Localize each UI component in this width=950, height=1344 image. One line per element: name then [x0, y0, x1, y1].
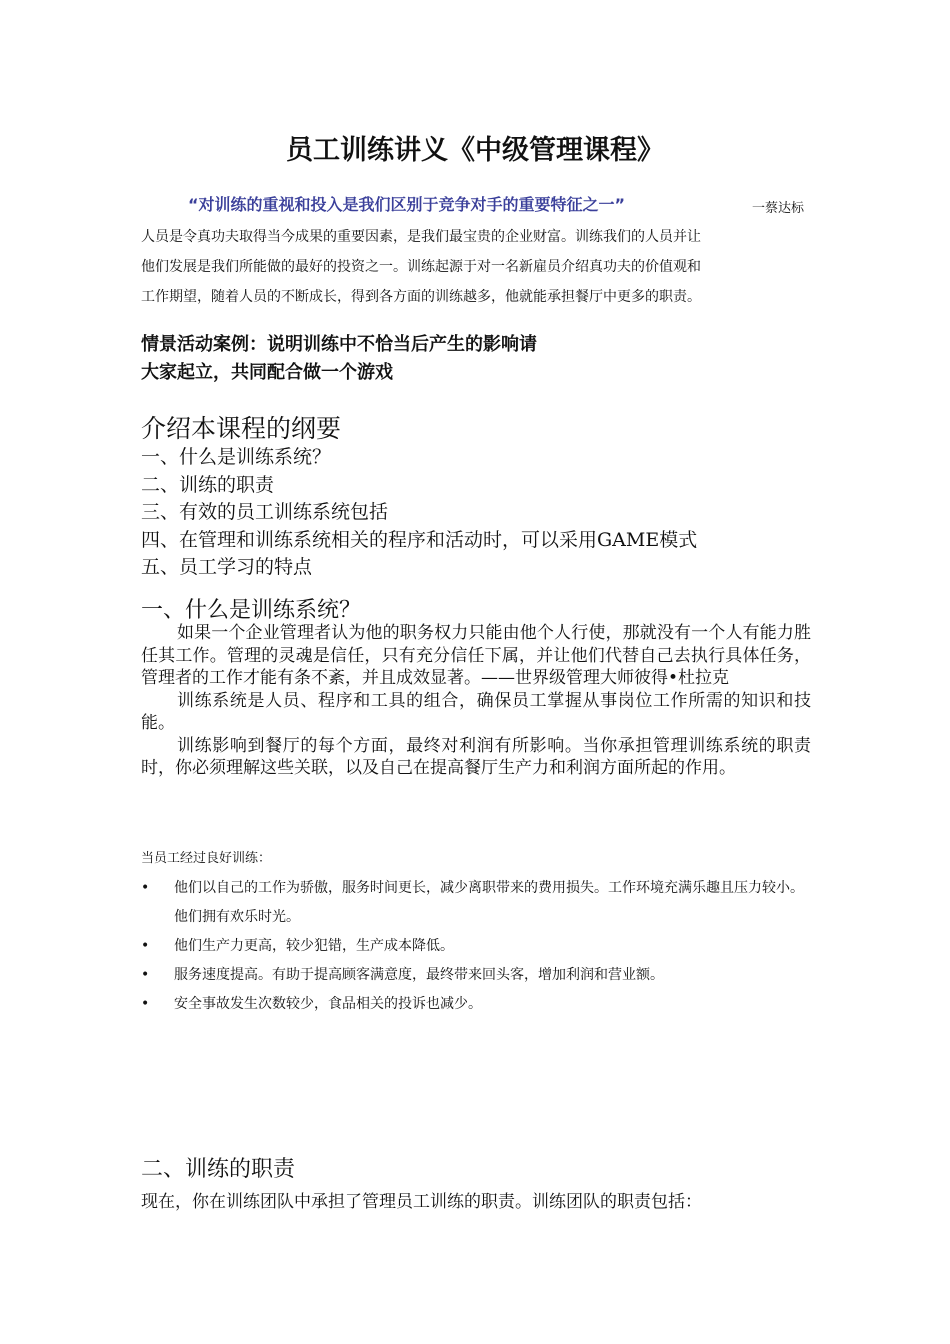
benefits-list — [141, 874, 816, 1019]
epigraph-quote: “对训练的重视和投入是我们区别于竞争对手的重要特征之一” — [188, 195, 626, 214]
list-item — [141, 874, 816, 932]
epigraph-author: 一蔡达标 — [752, 201, 805, 216]
section-2-body: 现在，你在训练团队中承担了管理员工训练的职责。训练团队的职责包括： — [141, 1192, 702, 1212]
section-1-body — [141, 622, 811, 780]
list-item — [141, 932, 816, 961]
intro-paragraph — [141, 222, 811, 312]
bullet-icon: • — [141, 938, 150, 954]
section-2-heading: 二、训练的职责 — [141, 1157, 296, 1182]
list-item-text: 他们生产力更高，较少犯错，生产成本降低。 — [174, 938, 454, 954]
case-activity-line-1: 情景活动案例：说明训练中不恰当后产生的影响请 — [141, 334, 537, 355]
section-1-paragraph: 训练影响到餐厅的每个方面，最终对利润有所影响。当你承担管理训练系统的职责时，你必须理解这些关联，以及自己在提高餐厅生产力和利润方面所起的作用。 — [141, 735, 811, 778]
intro-line: 人员是令真功夫取得当今成果的重要因素，是我们最宝贵的企业财富。训练我们的人员并让 — [141, 229, 701, 245]
list-item — [141, 961, 816, 990]
section-1-paragraph: 训练系统是人员、程序和工具的组合，确保员工掌握从事岗位工作所需的知识和技能。 — [141, 690, 811, 733]
list-item-text: 他们以自己的工作为骄傲，服务时间更长，减少离职带来的费用损失。工作环境充满乐趣且压力较小。他们拥有欢乐时光。 — [174, 880, 804, 925]
section-1-heading: 一、什么是训练系统？ — [141, 598, 362, 623]
outline-item: 二、训练的职责 — [141, 473, 275, 496]
outline-item: 五、员工学习的特点 — [141, 556, 313, 578]
outline-item: 四、在管理和训练系统相关的程序和活动时，可以采用GAME模式 — [141, 528, 698, 551]
outline-heading: 介绍本课程的纲要 — [141, 414, 342, 443]
outline-item: 三、有效的员工训练系统包括 — [141, 501, 389, 523]
outline-item: 一、什么是训练系统？ — [141, 446, 332, 468]
intro-line: 工作期望，随着人员的不断成长，得到各方面的训练越多，他就能承担餐厅中更多的职责。 — [141, 289, 701, 305]
outline-list — [141, 444, 697, 582]
intro-line: 他们发展是我们所能做的最好的投资之一。训练起源于对一名新雇员介绍真功夫的价值观和 — [141, 259, 701, 275]
list-item — [141, 990, 816, 1019]
list-item-text: 安全事故发生次数较少，食品相关的投诉也减少。 — [174, 996, 482, 1012]
list-item-text: 服务速度提高。有助于提高顾客满意度，最终带来回头客，增加利润和营业额。 — [174, 967, 664, 983]
section-1-paragraph: 如果一个企业管理者认为他的职务权力只能由他个人行使，那就没有一个人有能力胜任其工作。管理的灵魂是信任，只有充分信任下属，并让他们代替自己去执行具体任务，管理者的工作才能有条不紊，并且成效显著。——世界级管理大师彼得•杜拉克 — [141, 623, 811, 688]
trained-intro: 当员工经过良好训练： — [141, 851, 272, 866]
document-title: 员工训练讲义《中级管理课程》 — [286, 135, 664, 166]
case-activity-line-2: 大家起立，共同配合做一个游戏 — [141, 362, 393, 383]
bullet-icon: • — [141, 880, 150, 896]
bullet-icon: • — [141, 967, 150, 983]
bullet-icon: • — [141, 996, 150, 1012]
